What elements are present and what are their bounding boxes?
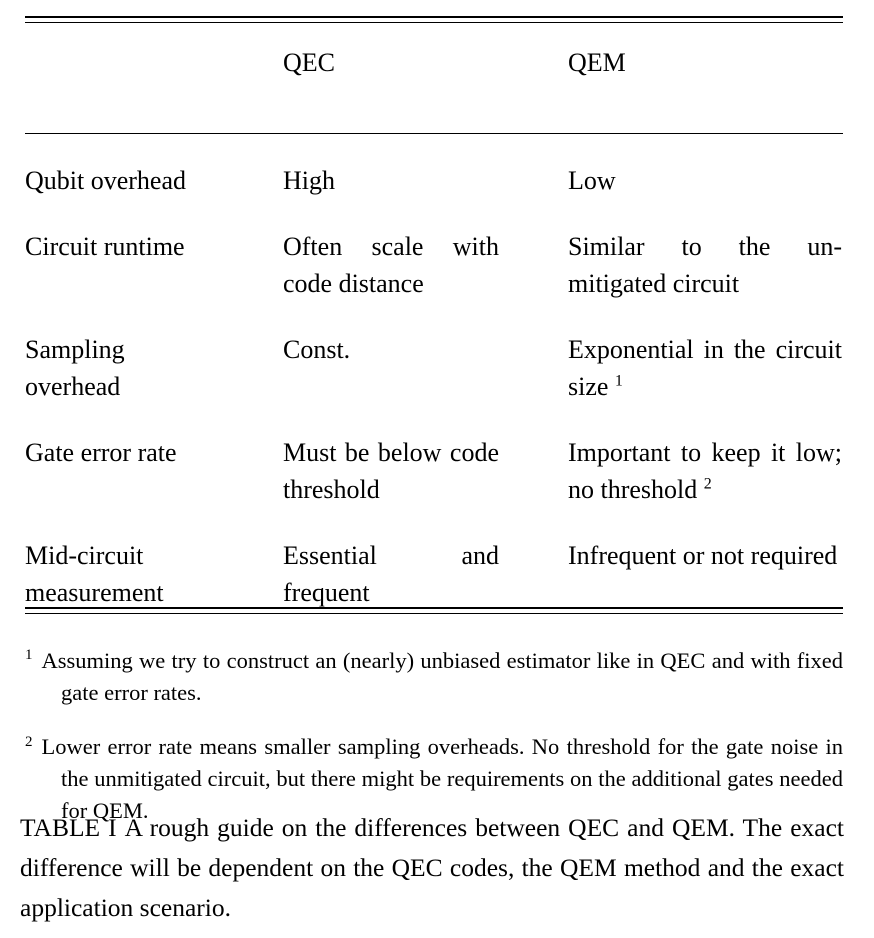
qem-value: [568, 228, 842, 302]
qem-value: [568, 434, 842, 508]
header-label-qem: QEM: [568, 48, 626, 77]
footnote-marker-ref: 1: [614, 372, 623, 390]
footnote-marker-ref: 2: [703, 475, 712, 493]
cell-attribute: [25, 316, 283, 419]
cell-qec: [283, 142, 568, 213]
table-header-row: [25, 0, 843, 142]
cell-qec: [283, 522, 568, 625]
attribute-label: Gate error rate: [25, 438, 177, 467]
attribute-label: Sampling overhead: [25, 335, 125, 401]
footnote-item: [25, 645, 843, 709]
cell-attribute: [25, 522, 283, 625]
attribute-label: Qubit overhead: [25, 166, 187, 195]
table-caption: [20, 808, 844, 928]
qem-value: [568, 331, 842, 405]
table-row: [25, 419, 843, 522]
qec-value: High: [283, 166, 335, 195]
qec-value: Must be below code threshold: [283, 438, 499, 504]
table-row: [25, 316, 843, 419]
comparison-table: [25, 0, 843, 625]
qem-value: [568, 537, 842, 574]
table-footnotes: [25, 622, 843, 827]
qem-value-text: Infrequent or not required: [568, 541, 838, 570]
qec-value: Often scale with code distance: [283, 232, 499, 298]
header-label-qec: QEC: [283, 48, 335, 77]
qem-value-text: Similar to the un-mitigated circuit: [568, 232, 842, 298]
footnote-text: Assuming we try to construct an (nearly) unbiased estimator like in QEC and with fixed gate error rates.: [41, 647, 843, 705]
header-cell-qec: [283, 0, 568, 142]
table-row: [25, 213, 843, 316]
cell-qec: [283, 213, 568, 316]
cell-attribute: [25, 213, 283, 316]
cell-qem: [568, 522, 843, 625]
footnote-marker: 2: [25, 733, 33, 750]
qem-value-text: Low: [568, 166, 616, 195]
cell-qec: [283, 316, 568, 419]
caption-text: A rough guide on the differences between QEC and QEM. The exact difference will be dependent on the QEC codes, the QEM method and the exact application scenario.: [20, 813, 844, 922]
cell-qem: [568, 213, 843, 316]
attribute-label: Circuit runtime: [25, 232, 185, 261]
qem-value-text: Important to keep it low; no threshold: [568, 438, 842, 504]
cell-qem: [568, 316, 843, 419]
cell-attribute: [25, 419, 283, 522]
cell-qec: [283, 419, 568, 522]
table-grid: [25, 0, 843, 625]
qem-value-text: Exponential in the circuit size: [568, 335, 842, 401]
cell-qem: [568, 142, 843, 213]
footnote-marker: 1: [25, 647, 33, 663]
qec-value: Const.: [283, 335, 351, 364]
table-row: [25, 142, 843, 213]
footnote-text: Lower error rate means smaller sampling overheads. No threshold for the gate noise in the unmitigated circuit, but there might be requirements on the additional gates needed for QEM.: [41, 734, 843, 823]
header-cell-qem: [568, 0, 843, 142]
qec-value: Essential and frequent: [283, 541, 499, 607]
table-row: [25, 522, 843, 625]
attribute-label: Mid-circuit measurement: [25, 541, 164, 607]
qem-value: [568, 162, 842, 199]
caption-label: TABLE I: [20, 813, 117, 842]
cell-qem: [568, 419, 843, 522]
cell-attribute: [25, 142, 283, 213]
header-cell-attribute: [25, 0, 283, 142]
